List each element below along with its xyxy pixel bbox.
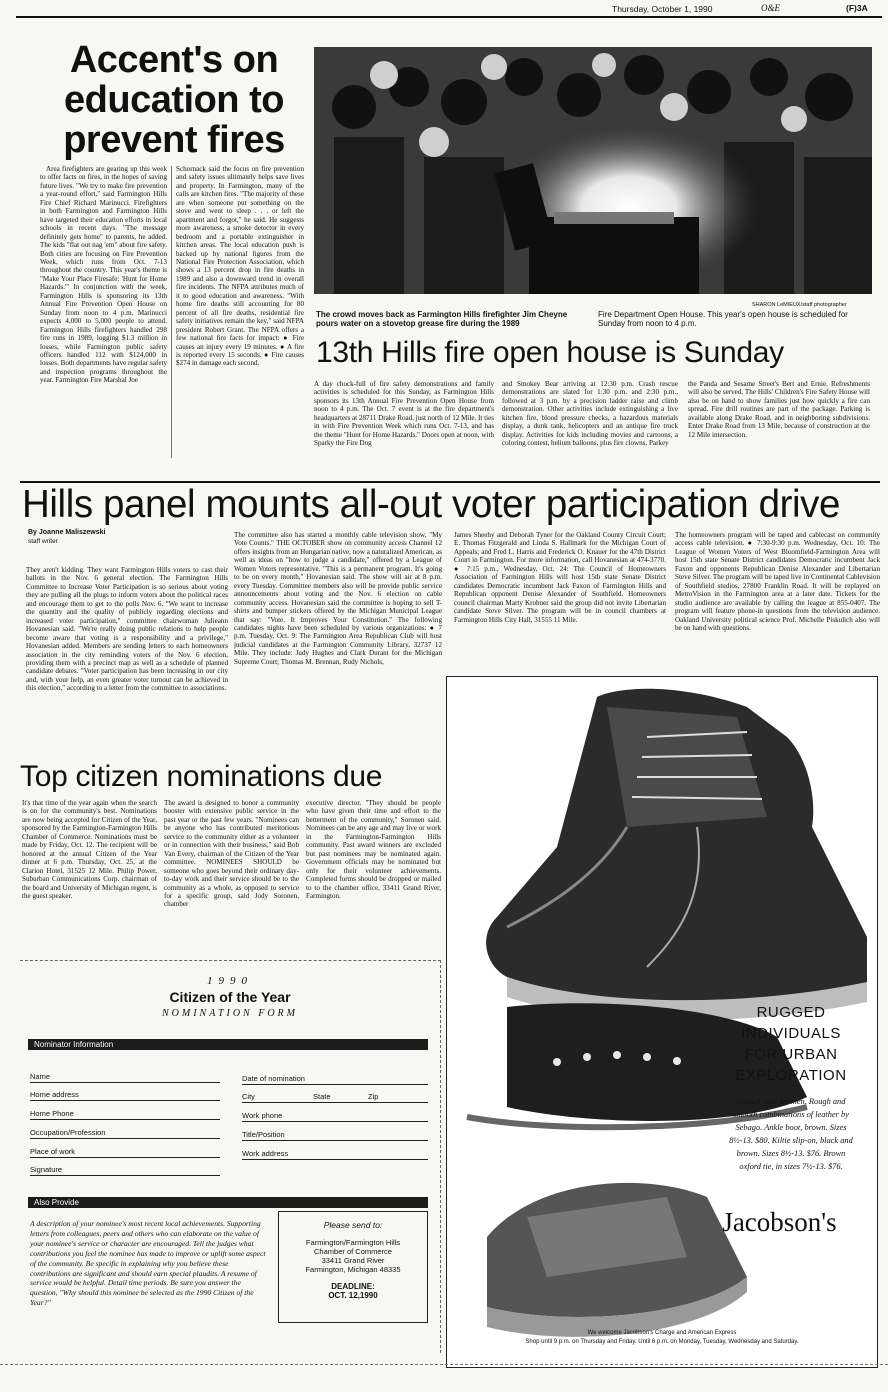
field-name-label: Name (30, 1072, 51, 1081)
field-work-phone-label: Work phone (242, 1111, 283, 1120)
story2-col1: A day chock-full of fire safety demonstrations and family activities is scheduled for this Sunday, as Farmington Hills sponsors its 13th Annual Fire Prevention Open House from noon to 4 p.m. The Oct. 7 event is at the fire department's headquarters at 28711 Drake Road, just north of 12 Mile. It ties in with Fire Prevention Week which runs Oct. 7-13, and has the theme "Hunt for Home Hazards." Doors open at noon, with Sparky the Fire Dog (314, 380, 494, 448)
form-subtitle: NOMINATION FORM (161, 1008, 298, 1019)
masthead-date: Thursday, October 1, 1990 (612, 4, 713, 14)
form-title: Citizen of the Year (169, 989, 291, 1005)
also-provide-label: Also Provide (34, 1198, 79, 1207)
story3-headline: Hills panel mounts all-out voter participation drive (22, 483, 841, 526)
ad-footer-1: We welcome Jacobson's Charge and American Express (587, 1330, 737, 1336)
page-number: (F)3A (846, 3, 868, 13)
brand-logo: Jacobson's (722, 1207, 837, 1237)
field-home-phone-input[interactable] (30, 1119, 220, 1120)
field-signature-input[interactable] (30, 1175, 220, 1176)
story3-col3: James Sheehy and Deborah Tyner for the Oakland County Circuit Court; E. Thomas Fitzgerald and Linda S. Hallmark for the Michigan Court of Appeals; and Fred L. Harris and Frederick O. Knauer for the 47th District Court in Farmington. For more information, call Hovanesian at 474-3770. ● 7:15 p.m., Wednesday, Oct. 24: The Council of Homeowners Association of Farmington Hills will host 15th state Senate District candidates Democratic incumbent Jack Faxon of Farmington Hills and Republican opponent Denise Alexander of Southfield. Homeowners council chairman Marty Krohner said the group did not invite Libertarian candidate Steve Silver. The program will be in council chambers at Farmington Hills City Hall, 31555 11 Mile. (454, 531, 666, 624)
field-place-of-work-label: Place of work (30, 1147, 76, 1156)
nomination-form (20, 960, 441, 1353)
ad-tagline-line1: RUGGED (756, 1004, 826, 1021)
ad-tagline-line3: FOR URBAN (744, 1046, 838, 1063)
story1-headline: Accent's on education to prevent fires (63, 39, 285, 161)
story3-col1: They aren't kidding. They want Farmington Hills voters to cast their ballots in the Nov. 6 general election. The Farmington Hills Committee to Increase Voter Participation is so serious about voting they are pulling all the plugs to inform voters about the political races and encourage them to get to the polls Nov. 6. "We want to increase the quantity and the quality of publicly regarding elections and increased voter participation," committee chairwoman Julieann Hovanesian said. "We're really doing public relations to help people become aware that voting is a responsibility and a privilege," Hovanesian added. Members are sending letters to each homeowners association in the city reminding voters of the Nov. 6 election, providing them with a precinct map as well as a schedule of planned candidate debates. "Voter participation has been increasing in our city and, with your help, an even greater voter turnout can be achieved in this election," according to a letter from the committee to associations. (26, 566, 228, 693)
field-title-label: Title/Position (242, 1130, 285, 1139)
ad-tagline-line4: EXPLORATION (735, 1067, 847, 1084)
story1-col-rule (171, 166, 172, 458)
story2-col3: the Panda and Sesame Street's Bert and Ernie. Refreshments will also be served. The Hills' Children's Fire Safety House will also be on hand to show families just how quickly a fire can spread. Fire drill routines are part of the package. Parking is available along Drake Road, and in neighboring subdivisions. Enter Drake Road from 13 Mile, because of construction at the 12 Mile intersection. (688, 380, 870, 439)
deadline-label: DEADLINE: (331, 1282, 375, 1291)
field-home-phone-label: Home Phone (30, 1109, 74, 1118)
also-provide-bar (28, 1197, 428, 1208)
story2-col2: and Smokey Bear arriving at 12:30 p.m. Crash rescue demonstrations are slated for 1:30 p.m. and 2:30 p.m., followed at 3 p.m. by a precision ladder raise and climb demonstration. Other activities include extinguishing a live kitchen fire, blood pressure checks, a hazardous materials display, a dunk tank, helicopters and an antique fire truck display. Activities for kids including movies and cartoons, a coloring contest, helium balloons, plus fire clowns, Parkey (502, 380, 678, 448)
ad-tagline-line2: INDIVIDUALS (741, 1025, 841, 1042)
field-zip-label: Zip (368, 1092, 379, 1101)
field-signature-label: Signature (30, 1165, 63, 1174)
send-to-box (278, 1211, 428, 1323)
field-home-address-input[interactable] (30, 1100, 220, 1101)
field-city-label: City (242, 1092, 255, 1101)
story4-headline: Top citizen nominations due (20, 760, 383, 793)
story4-col1: It's that time of the year again when the search is on for the community's best. Nominations are now being accepted for Citizen of the Year, sponsored by the Farmington-Farmington Hills Chamber of Commerce. Nominations must be made by Friday, Oct. 12. The recipient will be honored at the annual Citizen of the Year dinner at 6 p.m. Thursday, Oct. 25, at the Clarion Hotel, 31525 12 Mile. Philip Power, Suburban Communications Corp. chairman of the board and University of Michigan regent, is the guest speaker. (22, 799, 157, 900)
field-name-input[interactable] (30, 1082, 220, 1083)
photo-caption-bold: The crowd moves back as Farmington Hills firefighter Jim Cheyne pours water on a stovetop grease fire during the 1989 (316, 310, 568, 328)
form-year: 1990 (207, 975, 253, 987)
masthead-paper: O&E (761, 3, 780, 13)
field-date-input[interactable] (242, 1084, 428, 1085)
story4-col3: executive director. "They should be people who have given their time and effort to the betterment of the community," Soronen said. Nominees can be any age and may live or work in the Farmington-Farmington Hills community. Past award winners are excluded but past nominees may be nominated again. Government officials may be nominated but only for their volunteer achievements. Completed forms should be dropped or mailed to to the chamber office, 33411 Grand River, Farmington. (306, 799, 441, 900)
deadline-date: OCT. 12,1990 (328, 1291, 378, 1300)
nominator-info-label: Nominator Information (34, 1040, 114, 1049)
story4-col2: The award is designed to honor a community booster with extensive public service in the past year or the past few years. "Nominees can be anyone who has contributed meritorious service to the community either as a volunteer or in connection with their business," said Bob Van Every, chairman of the Citizen of the Year committee. NOMINEES SHOULD be someone who goes beyond their ordinary day-to-day work and their service should be to the community as a whole, as opposed to service for a specific group, said Jody Soronen, chamber (164, 799, 299, 909)
send-to-line1: Farmington/Farmington Hills (305, 1238, 401, 1247)
story2-headline: 13th Hills fire open house is Sunday (316, 336, 784, 369)
fire-demo-photo-illustration (314, 47, 872, 294)
field-state-label: State (313, 1092, 331, 1101)
story3-col4: The homeowners program will be taped and cablecast on community access cable television. ● 7:30-9:30 p.m. Wednesday, Oct. 10: The League of Women Voters of West Bloomfield-Farmington Area will host 15th state Senate District candidates Democratic incumbent Jack Faxon and opponents Republican Denise Alexander and Libertarian Steve Silver. The program will be taped live in Continental Cablevision of Southfield studios, 27800 Franklin Road. It will be replayed on MetroVision in the Farmington area at a later date. Tickets for the studio audience are available by calling the league at 855-0407. The program will feature phone-in questions from the television audience. Oakland University political science Prof. Michelle Piskulich also will be on hand with questions. (675, 531, 880, 632)
send-to-label: Please send to: (323, 1220, 383, 1230)
field-work-address-input[interactable] (242, 1159, 428, 1160)
send-to-line2: Chamber of Commerce (314, 1247, 392, 1256)
form-instructions: A description of your nominee's most recent local achievements. Supporting letters from colleagues, peers and others who can elaborate on the value of your nominee's service or character are encouraged. Tell the judges what contributions you feel the nominee has made to improve or uplift some aspect of the community. Be specific in explaining why you believe these contributions are significant and should earn special plaudits. A resume of service would be helpful. Detail time periods. Be sure you answer the question, "Why should this nominee be selected as the 1990 Citizen of the Year?" (30, 1219, 266, 1308)
masthead-rule (16, 16, 882, 18)
jacobsons-ad (446, 676, 878, 1368)
photo-credit: SHARON LeMIEUX/staff photographer (752, 302, 847, 308)
photo-caption-rest: Fire Department Open House. This year's open house is scheduled for Sunday from noon to 4 p.m. (598, 310, 848, 328)
story3-byline-title: staff writer (28, 538, 58, 545)
fire-demo-photo (314, 47, 872, 294)
field-city-state-zip-input[interactable] (242, 1102, 428, 1103)
nominator-info-bar (28, 1039, 428, 1050)
ad-copy: Casual cool for men. Rough and smooth combinations of leather by Sebago. Ankle boot, brown. Sizes 8½-13. $80. Kiltie slip-on, black and brown. Sizes 8½-13. $76. Brown oxford tie, in sizes 7½-13. $76. (729, 1097, 853, 1171)
field-home-address-label: Home address (30, 1090, 79, 1099)
field-occupation-input[interactable] (30, 1138, 220, 1139)
field-date-label: Date of nomination (242, 1074, 305, 1083)
field-work-phone-input[interactable] (242, 1121, 428, 1122)
field-work-address-label: Work address (242, 1149, 289, 1158)
field-place-of-work-input[interactable] (30, 1157, 220, 1158)
story3-col2: The committee also has started a monthly cable television show, "My Vote Counts." THE OCTOBER show on community access Channel 12 offers insights from an Hungarian native, now a naturalized American, as well as ideas on "how to judge a candidate," offered by a League of Women Voters representative. "This is a permanent program. It's going to be on every month," Hovanesian said. The show will air at 8 p.m. every Tuesday. Committee members also will be provide public service announcements about voting and the Nov. 6 election on cable community access. Hovanesian said the committee is hoping to sell T-shirts and bumper stickers offered by the Michigan Municipal League that say: "Vote. It Improves Your Constitution." The following candidates nights have been scheduled by various organizations: ● 7 p.m. Tuesday, Oct. 9: The Farmington Area Republican Club will host judicial candidates at the Farmington Community Library, 32737 12 Mile. They include: Judy Hughes and Clark Durant for the Michigan Supreme Court; Thomas M. Brennan, Rudy Nichols, (234, 531, 442, 666)
story1-col1: Area firefighters are gearing up this week to offer facts on fires, in the hopes of saving future lives. "We try to make fire prevention a year-round effort," said Farmington Hills Fire Chief Richard Marinucci. Firefighters in both Farmington and Farmington Hills have targeted their education efforts in local schools in recent days. "The message definitely gets home" to parents, he added. The kids "flat out nag 'em" about fire safety. Both cities are focusing on Fire Prevention Week, which runs from Oct. 7-13 throughout the country. This year's theme is "Make Your Place Firesafe: 'Hunt for Home Hazards.'" In conjunction with the week, Farmington Hills is sponsoring its 13th Annual Fire Prevention Open House on Sunday from noon to 4 p.m. Marinucci expects 4,000 to 5,000 people to attend. Farmington Hills firefighters handled 298 fire runs in 1989, logging $1.3 million in losses, while Farmington public safety officers handled 112 with $124,000 in losses. Both departments have regular safety and inspection programs throughout the year. Farmington Fire Marshal Joe (40, 165, 167, 385)
story3-byline: By Joanne Maliszewski (28, 529, 106, 536)
ad-footer-2: Shop until 9 p.m. on Thursday and Friday. Until 6 p.m. on Monday, Tuesday, Wednesday and Saturday. (525, 1339, 799, 1345)
send-to-line4: Farmington, Michigan 48335 (305, 1265, 401, 1274)
field-occupation-label: Occupation/Profession (30, 1128, 106, 1137)
send-to-line3: 33411 Grand River (321, 1256, 385, 1265)
field-title-input[interactable] (242, 1140, 428, 1141)
bottom-dashed-rule (0, 1364, 888, 1365)
ad-tagline (705, 1002, 877, 1086)
story1-col2: Schornack said the focus on fire prevention and safety issues ultimately helps save lives and property. In Farmington, many of the calls are kitchen fires. "The majority of these are when someone put something on the stove and went to sleep . . . or left the apartment and forgot," he said. He suggests more awareness, a smoke detector in every bedroom and a portable extinguisher in kitchen areas. The local education push is backed up by national figures from the National Fire Protection Association, which shows a 13 percent drop in fire deaths in 1989 and also a downward trend in overall fire incidents. The NFPA attributes much of it to good education and awareness. "With home fire deaths still accounting for 80 percent of all fire deaths, residential fire safety initiatives remain the key," said NFPA president Robert Grant. The NFPA offers a few national fire facts for impact: ● Fire causes an injury every 19 minutes. ● A fire is reported every 15 seconds. ● Fire causes $274 in damage each second. (176, 165, 304, 368)
